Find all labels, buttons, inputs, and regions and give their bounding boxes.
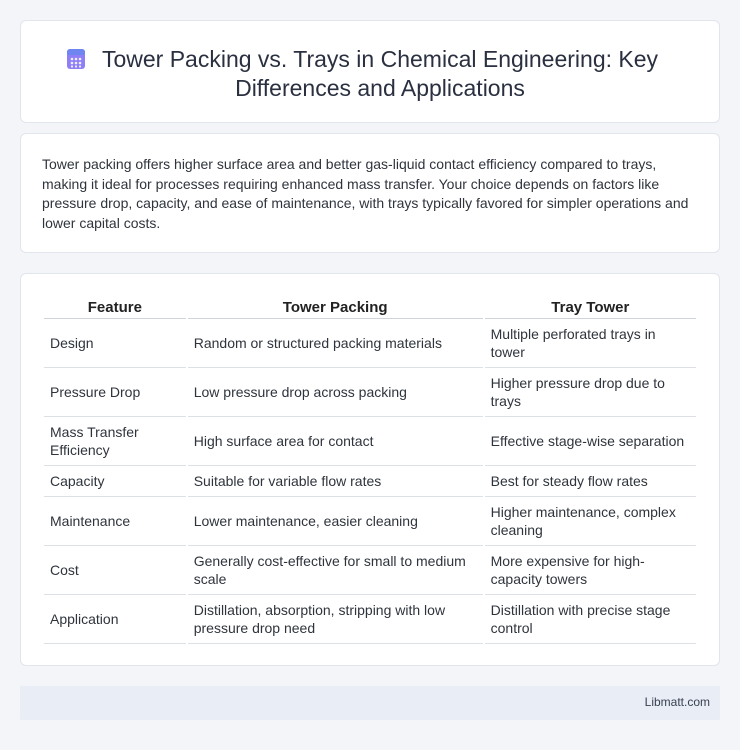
row-tray-tower: Best for steady flow rates: [485, 466, 696, 497]
page-title: Tower Packing vs. Trays in Chemical Engineering: Key Differences and Applications: [101, 46, 659, 101]
table-row: [44, 417, 696, 466]
row-tray-tower: Distillation with precise stage control: [485, 595, 696, 644]
table-row: [44, 497, 696, 546]
row-tower-packing: Random or structured packing materials: [188, 319, 483, 368]
row-feature: Maintenance: [44, 497, 186, 546]
row-tower-packing: Lower maintenance, easier cleaning: [188, 497, 483, 546]
table-row: [44, 546, 696, 595]
header-tray-tower: Tray Tower: [485, 295, 696, 319]
row-tray-tower: Higher pressure drop due to trays: [485, 368, 696, 417]
comparison-table-card: [20, 273, 720, 666]
row-tray-tower: Higher maintenance, complex cleaning: [485, 497, 696, 546]
row-feature: Capacity: [44, 466, 186, 497]
row-feature: Cost: [44, 546, 186, 595]
header-feature: Feature: [44, 295, 186, 319]
row-feature: Pressure Drop: [44, 368, 186, 417]
row-tray-tower: Multiple perforated trays in tower: [485, 319, 696, 368]
row-feature: Design: [44, 319, 186, 368]
footer-bar: [20, 686, 720, 720]
row-feature: Mass Transfer Efficiency: [44, 417, 186, 466]
table-header-row: [44, 295, 696, 319]
table-row: [44, 595, 696, 644]
table-row: [44, 368, 696, 417]
row-tower-packing: Generally cost-effective for small to medium scale: [188, 546, 483, 595]
row-tray-tower: Effective stage-wise separation: [485, 417, 696, 466]
intro-paragraph: Tower packing offers higher surface area and better gas-liquid contact efficiency compared to trays, making it ideal for processes requiring enhanced mass transfer. Your choice depends on factors like pressure drop, capacity, and ease of maintenance, with trays typically favored for simpler operations and lower capital costs.: [42, 156, 689, 231]
row-tray-tower: More expensive for high-capacity towers: [485, 546, 696, 595]
footer-brand-link[interactable]: Libmatt.com: [644, 695, 710, 709]
header-tower-packing: Tower Packing: [188, 295, 483, 319]
row-tower-packing: Distillation, absorption, stripping with low pressure drop need: [188, 595, 483, 644]
row-tower-packing: High surface area for contact: [188, 417, 483, 466]
row-feature: Application: [44, 595, 186, 644]
row-tower-packing: Low pressure drop across packing: [188, 368, 483, 417]
row-tower-packing: Suitable for variable flow rates: [188, 466, 483, 497]
table-row: [44, 319, 696, 368]
intro-card: [20, 133, 720, 253]
title-card: [20, 20, 720, 123]
table-row: [44, 466, 696, 497]
comparison-table: [42, 295, 698, 644]
